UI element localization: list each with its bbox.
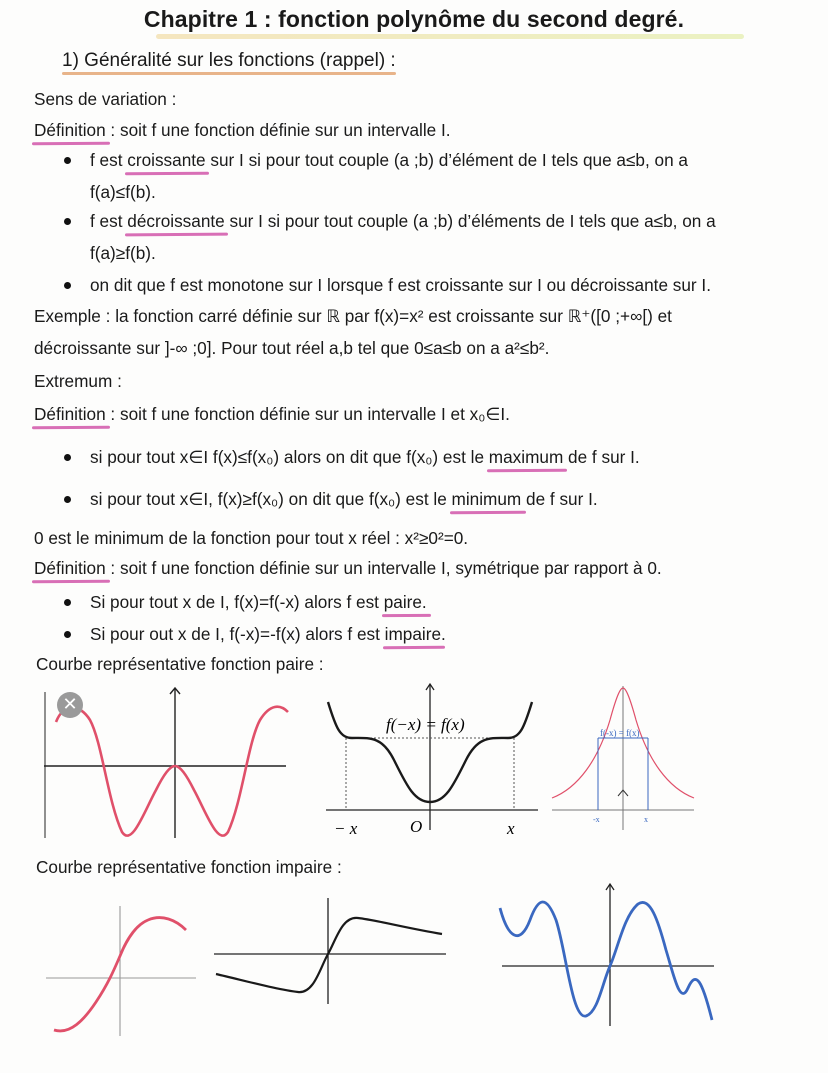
bullet-croissante-cont: f(a)≤f(b). [90,182,156,202]
odd-graph-blue [490,880,720,1030]
section-heading-text: 1) Généralité sur les fonctions (rappel) : [62,50,396,71]
odd-curve-black [216,918,442,992]
small-x-label: x [644,815,648,824]
courbe-paire-heading: Courbe représentative fonction paire : [36,654,324,674]
extremum-heading: Extremum : [34,371,122,391]
close-icon[interactable]: ✕ [57,692,83,718]
x-label: x [507,819,515,838]
bullet-dot [64,218,71,225]
bullet-dot [64,599,71,606]
keyword-croissante: croissante [127,150,206,170]
definition-text: : soit f une fonction définie sur un intervalle I et x₀∈I. [105,404,510,424]
equation-label: f(−x) = f(x) [386,715,465,734]
keyword-decroissante: décroissante [127,211,225,231]
bullet-text: si pour tout x∈I, f(x)≥f(x₀) on dit que f(x₀) est le [90,489,452,509]
definition-text: : soit f une fonction définie sur un intervalle I. [105,120,451,140]
origin-label: O [410,817,423,836]
bullet-dot [64,496,71,503]
bullet-text: . [441,624,446,644]
bullet-dot [64,454,71,461]
bullet-dot [64,282,71,289]
bullet-text: Si pour tout x de I, f(x)=f(-x) alors f est [90,592,384,612]
bullet-text: sur I si pour tout couple (a ;b) d’éléments de I tels que a≤b, on a [224,211,716,231]
bullet-dot [64,631,71,638]
minus-x-label: − x [334,819,358,838]
section-heading [62,50,396,72]
bullet-maximum [90,446,640,468]
definition-parite [34,557,662,579]
courbe-impaire-heading: Courbe représentative fonction impaire : [36,857,342,877]
odd-graph-black [210,896,450,1006]
bullet-text: si pour tout x∈I f(x)≤f(x₀) alors on dit que f(x₀) est le [90,447,489,467]
sens-variation-heading: Sens de variation : [34,89,177,109]
bullet-impaire [90,623,446,645]
definition-variation [34,119,451,141]
bullet-croissante [90,149,688,171]
definition-label: Définition [34,404,106,424]
bullet-text: de f sur I. [563,447,640,467]
bullet-decroissante [90,210,716,232]
definition-label: Définition [34,558,106,578]
bullet-text: Si pour out x de I, f(-x)=-f(x) alors f est [90,624,385,644]
bullet-text: sur I si pour tout couple (a ;b) d’élément de I tels que a≤b, on a [205,150,688,170]
keyword-paire: paire. [383,592,427,612]
title-highlight [156,34,744,39]
definition-text: : soit f une fonction définie sur un intervalle I, symétrique par rapport à 0. [105,558,662,578]
bullet-text: f est [90,150,128,170]
odd-graph-red [40,900,200,1040]
bullet-dot [64,157,71,164]
bullet-paire [90,591,427,613]
bullet-text: f est [90,211,128,231]
small-minus-x-label: -x [593,815,600,824]
even-graph-bell [548,680,698,830]
odd-curve-blue [500,902,712,1020]
exemple-line-2: décroissante sur ]-∞ ;0]. Pour tout réel a,b tel que 0≤a≤b on a a²≤b². [34,338,550,358]
keyword-minimum: minimum [451,489,522,509]
definition-label: Définition [34,120,106,140]
bullet-decroissante-cont: f(a)≥f(b). [90,243,156,263]
small-eq-label: f(-x) = f(x) [600,728,640,738]
keyword-maximum: maximum [488,447,564,467]
bullet-monotone: on dit que f est monotone sur I lorsque f est croissante sur I ou décroissante sur I. [90,275,711,295]
definition-extremum [34,403,510,425]
minimum-example: 0 est le minimum de la fonction pour tout x réel : x²≥0²=0. [34,528,469,548]
bullet-minimum [90,488,598,510]
even-curve-red [56,707,288,836]
keyword-impaire: impaire [384,624,442,644]
page-title: Chapitre 1 : fonction polynôme du second degré. [143,6,685,32]
even-graph-labeled [322,680,542,840]
bullet-text: de f sur I. [521,489,598,509]
exemple-line-1: Exemple : la fonction carré définie sur ℝ par f(x)=x² est croissante sur ℝ⁺([0 ;+∞[) et [34,306,672,326]
